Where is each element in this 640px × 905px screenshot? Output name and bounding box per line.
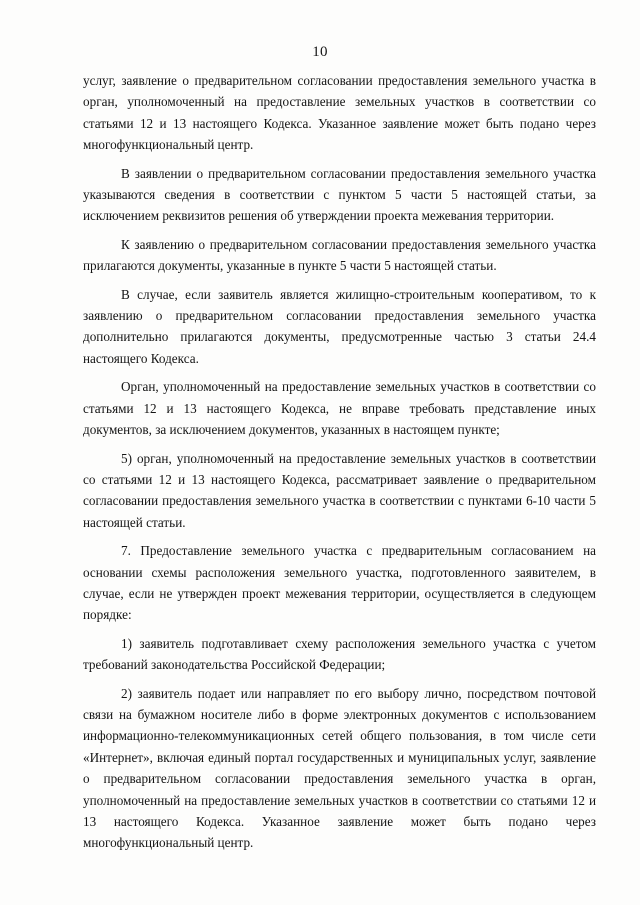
paragraph-continuation: услуг, заявление о предварительном согласовании предоставления земельного участка в орган, уполномоченный на предоставление земельных участков в соответствии со статьями 12 и 13 настоящего Кодекса. Указанное заявление может быть подано через многофункциональный центр.: [83, 73, 596, 153]
paragraph-application-details: В заявлении о предварительном согласовании предоставления земельного участка указываются сведения в соответствии с пунктом 5 части 5 настоящей статьи, за исключением реквизитов решения об утверждении проекта межевания территории.: [83, 165, 596, 224]
paragraph-authority-restriction: Орган, уполномоченный на предоставление земельных участков в соответствии со статьями 12 и 13 настоящего Кодекса, не вправе требовать представление иных документов, за исключением документов, указанных в настоящем пункте;: [83, 379, 596, 438]
paragraph-item-1: 1) заявитель подготавливает схему расположения земельного участка с учетом требований законодательства Российской Федерации;: [83, 635, 596, 673]
document-body: [83, 70, 596, 860]
paragraph-item-2: 2) заявитель подает или направляет по его выбору лично, посредством почтовой связи на бумажном носителе либо в форме электронных документов с использованием информационно-телекоммуникационных сетей общего пользования, в том числе сети «Интернет», включая единый портал государственных и муниципальных услуг, заявление о предварительном согласовании предоставления земельного участка в орган, уполномоченный на предоставление земельных участков в соответствии со статьями 12 и 13 настоящего Кодекса. Указанное заявление может быть подано через многофункциональный центр.: [83, 685, 596, 851]
paragraph-housing-cooperative: В случае, если заявитель является жилищно-строительным кооперативом, то к заявлению о предварительном согласовании предоставления земельного участка дополнительно прилагаются документы, предусмотренные частью 3 статьи 24.4 настоящего Кодекса.: [83, 286, 596, 366]
paragraph-attached-documents: К заявлению о предварительном согласовании предоставления земельного участка прилагаются документы, указанные в пункте 5 части 5 настоящей статьи.: [83, 236, 596, 274]
paragraph-item-5: 5) орган, уполномоченный на предоставление земельных участков в соответствии со статьями 12 и 13 настоящего Кодекса, рассматривает заявление о предварительном согласовании предоставления земельного участка в соответствии с пунктами 6-10 части 5 настоящей статьи.: [83, 450, 596, 530]
paragraph-section-7: 7. Предоставление земельного участка с предварительным согласованием на основании схемы расположения земельного участка, подготовленного заявителем, в случае, если не утвержден проект межевания территории, осуществляется в следующем порядке:: [83, 543, 596, 623]
page-number: 10: [312, 44, 328, 60]
